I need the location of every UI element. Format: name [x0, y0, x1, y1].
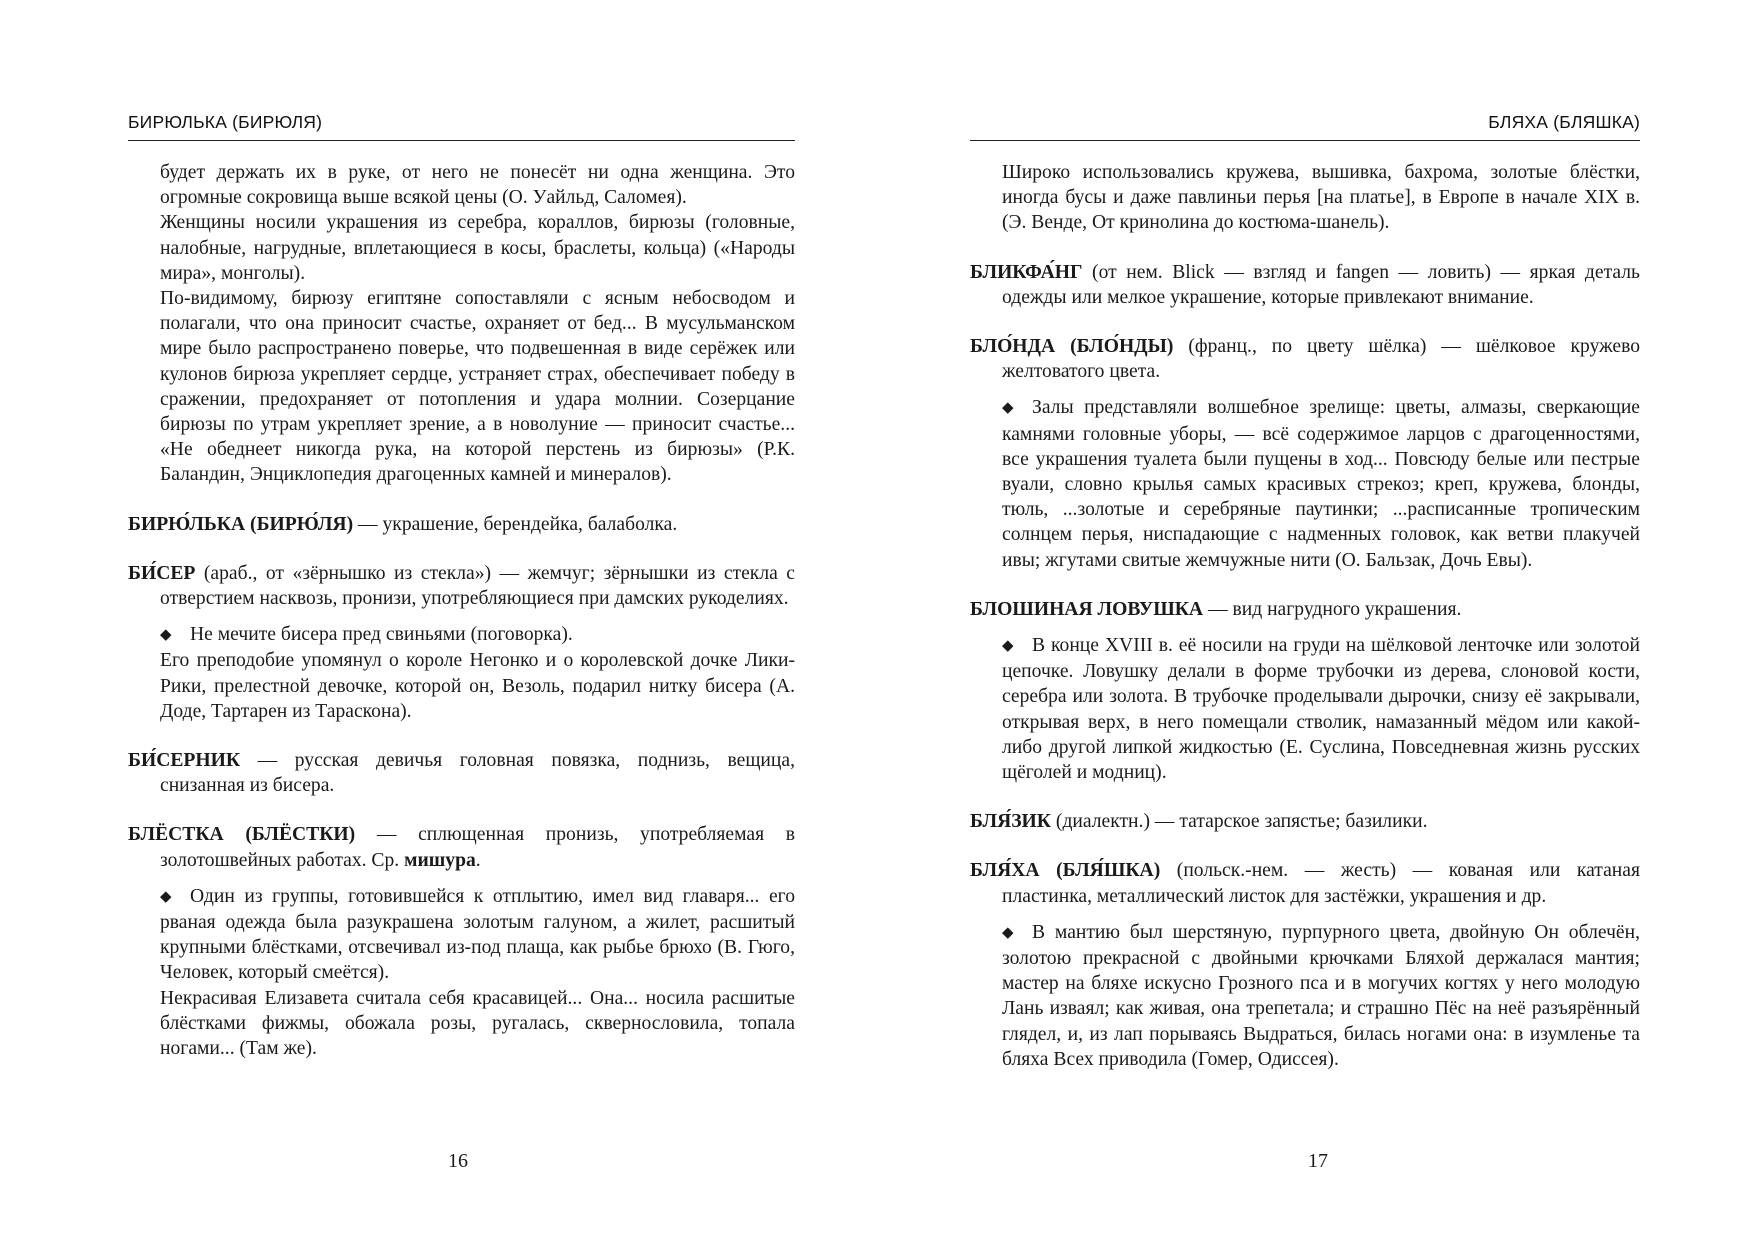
diamond-bullet-icon: ◆	[1002, 400, 1014, 417]
headword: БЛЯ́ХА (БЛЯ́ШКА)	[970, 860, 1161, 882]
definition: — сплющенная пронизь, употребляемая в золотошвейных работах. Ср.	[160, 824, 795, 871]
page-number: 16	[448, 1150, 468, 1172]
definition: — русская девичья головная повязка, поднизь, вещица, снизанная из бисера.	[160, 750, 795, 797]
definition: — вид нагрудного украшения.	[1203, 598, 1462, 620]
definition: (диалектн.) — татарское запястье; базилики.	[1051, 811, 1428, 833]
example-quote: ◆ Не мечите бисера пред свиньями (поговорка).	[128, 622, 795, 648]
dictionary-entry	[970, 334, 1640, 384]
page-body	[970, 160, 1640, 1072]
example-quote: ◆ Один из группы, готовившейся к отплытию, имел вид главаря... его рваная одежда была разукрашена золотым галуном, а жилет, расшитый крупными блёстками, отсвечивал из-под плаща, как рыбье брюхо (В. Гюго, Человек, который смеётся).	[160, 885, 795, 984]
definition: (польск.-нем. — жесть) — кованая или катаная пластинка, металлический листок для застёжки, украшения и др.	[1002, 860, 1640, 907]
headword: БИРЮ́ЛЬКА (БИРЮ́ЛЯ)	[128, 513, 354, 535]
diamond-bullet-icon: ◆	[1002, 924, 1014, 941]
continuation-text: Широко использовались кружева, вышивка, бахрома, золотые блёстки, иногда бусы и даже павлиньи перья [на платье], в Европе в начале XIX в. (Э. Венде, От кринолина до костюма-шанель).	[1002, 162, 1640, 234]
dictionary-entry	[128, 748, 795, 798]
headword: БЛОШИНАЯ ЛОВУШКА	[970, 598, 1204, 620]
example-quote: Его преподобие упомянул о короле Негонко и о королевской дочке Лики-Рики, прелестной девочке, которой он, Везоль, подарил нитку бисера (А. Доде, Тартарен из Тараскона).	[160, 650, 795, 722]
headword: БИ́СЕРНИК	[128, 750, 241, 772]
dictionary-entry: БЛЁСТКА (БЛЁСТКИ) — сплющенная пронизь, употребляемая в золотошвейных работах. Ср. мишура.	[128, 824, 795, 871]
definition: — украшение, берендейка, балаболка.	[353, 513, 678, 535]
dictionary-entry	[970, 597, 1640, 622]
diamond-bullet-icon: ◆	[160, 888, 172, 905]
cross-reference: мишура	[404, 849, 476, 871]
headword: БЛЁСТКА (БЛЁСТКИ)	[128, 824, 356, 846]
example-quote: ◆ В мантию был шерстяную, пурпурного цвета, двойную Он облечён, золотою прекрасной с двойными крючками Бляхой держалася мантия; мастер на бляхе искусно Грозного пса и в могучих когтях у него молодую Лань изваял; как живая, она трепетала; и страшно Пёс на неё разъярённый глядел, и, из лап порываясь Выдраться, билась ногами она: в изумленье та бляха Всех приводила (Гомер, Одиссея).	[1002, 921, 1640, 1070]
example-quote: ◆ Залы представляли волшебное зрелище: цветы, алмазы, сверкающие камнями головные уборы, — всё содержимое ларцов с драгоценностями, все украшения туалета были пущены в ход... Повсюду белые или пестрые вуали, словно крылья самых красивых стрекоз; креп, кружева, блонды, тюль, ...золотые и серебряные паутинки; ...расписанные тропическим солнцем перья, ниспадающие с надменных головок, как ветви плакучей ивы; жгутами свитые жемчужные нити (О. Бальзак, Дочь Евы).	[1002, 397, 1640, 571]
right-page	[970, 0, 1640, 1240]
headword: БЛО́НДА (БЛО́НДЫ)	[970, 336, 1174, 358]
continuation-text: По-видимому, бирюзу египтяне сопоставляли с ясным небосводом и полагали, что она приносит счастье, охраняет от бед... В мусульманском мире было распространено поверье, что подвешенная в виде серёжек или кулонов бирюза укрепляет сердце, устраняет страх, обеспечивает победу в сражении, предохраняет от потопления и удара молнии. Созерцание бирюзы по утрам укрепляет зрение, а в новолуние — приносит счастье... «Не обеднеет никогда рука, на которой перстень из бирюзы» (Р.К. Баландин, Энциклопедия драгоценных камней и минералов).	[160, 288, 795, 486]
page-number: 17	[1308, 1150, 1328, 1172]
continuation-text: Женщины носили украшения из серебра, кораллов, бирюзы (головные, налобные, нагрудные, вплетающиеся в косы, браслеты, кольца) («Народы мира», монголы).	[160, 212, 795, 284]
dictionary-entry	[970, 809, 1640, 834]
definition: (франц., по цвету шёлка) — шёлковое кружево желтоватого цвета.	[1002, 336, 1640, 383]
diamond-bullet-icon: ◆	[160, 627, 172, 644]
definition: (араб., от «зёрнышко из стекла») — жемчуг; зёрнышки из стекла с отверстием насквозь, пронизи, употребляющиеся при дамских рукоделиях.	[160, 562, 795, 610]
dictionary-entry	[970, 858, 1640, 908]
headword: БИ́СЕР	[128, 562, 196, 584]
continuation-text: будет держать их в руке, от него не понесёт ни одна женщина. Это огромные сокровища выше всякой цены (О. Уайльд, Саломея).	[160, 162, 795, 209]
diamond-bullet-icon: ◆	[1002, 638, 1014, 655]
page-body	[128, 160, 795, 1061]
headword: БЛИКФА́НГ	[970, 261, 1083, 283]
running-head: БИРЮЛЬКА (БИРЮЛЯ)	[128, 112, 795, 141]
example-quote: Некрасивая Елизавета считала себя красавицей... Она... носила расшитые блёстками фижмы, обожала розы, ругалась, сквернословила, топала ногами... (Там же).	[160, 987, 795, 1060]
example-quote: ◆ В конце XVIII в. её носили на груди на шёлковой ленточке или золотой цепочке. Ловушку делали в форме трубочки из дерева, слоновой кости, серебра или золота. В трубочке проделывали дырочки, снизу её закрывали, открывая верх, в него помещали стволик, намазанный мёдом или какой-либо другой липкой жидкостью (Е. Суслина, Повседневная жизнь русских щёголей и модниц).	[1002, 635, 1640, 784]
dictionary-entry	[128, 561, 795, 611]
headword: БЛЯ́ЗИК	[970, 811, 1052, 833]
dictionary-entry	[128, 512, 795, 537]
dictionary-entry	[970, 260, 1640, 310]
running-head: БЛЯХА (БЛЯШКА)	[970, 112, 1640, 141]
left-page	[128, 0, 795, 1240]
definition: (от нем. Blick — взгляд и fangen — ловить) — яркая деталь одежды или мелкое украшение, которые привлекают внимание.	[1002, 261, 1640, 308]
